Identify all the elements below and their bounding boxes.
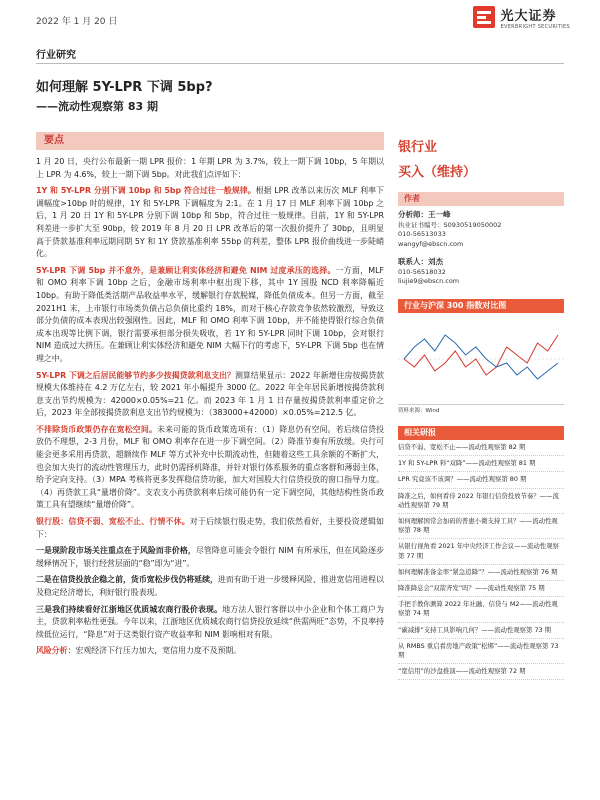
- contact-tel: 010-56518032: [398, 267, 446, 276]
- related-report-item[interactable]: “碳减排”支持工具影响几何？——流动性观察第 73 期: [398, 623, 564, 639]
- chart-heading: 行业与沪深 300 指数对比图: [398, 299, 564, 313]
- related-report-item[interactable]: 手把手教你测算 2022 年社融、信贷与 M2——流动性观察第 74 期: [398, 597, 564, 622]
- author-heading: 作者: [398, 192, 564, 206]
- logo-mark-icon: [471, 4, 497, 30]
- index-chart: [398, 313, 564, 405]
- chart-source: 资料来源：Wind: [398, 407, 440, 414]
- side-column: [398, 132, 564, 680]
- industry-name: 银行业: [398, 140, 438, 155]
- analyst-name: 分析师：王一峰: [398, 210, 451, 219]
- related-reports-list: [398, 440, 564, 680]
- contact-email[interactable]: liujie9@ebscn.com: [398, 277, 460, 285]
- section-label: 行业研究: [36, 50, 76, 61]
- author-info: [398, 210, 564, 287]
- analyst-email[interactable]: wangyf@ebscn.com: [398, 239, 464, 248]
- related-report-item[interactable]: 降准降息会“双箭齐发”吗？——流动性观察第 75 期: [398, 581, 564, 597]
- summary-heading: 要点: [36, 132, 384, 150]
- page-title: 如何理解 5Y-LPR 下调 5bp?: [36, 80, 213, 95]
- contact-name: 联系人：刘杰: [398, 257, 443, 266]
- summary-column: [36, 132, 384, 662]
- analyst-cert: 执业证书编号：S0930519050002: [398, 220, 502, 229]
- summary-point-4: 不排除货币政策仍存在宽松空间。未来可能的货币政策选项有：（1）降息仍有空间。若后续信贷投放仍不理想，2-3 月份，MLF 和 OMO 利率存在进一步下调空间。（2）降准节奏有所放缓。央行可能会更多采用再贷款、超额续作 MLF 等方式补充中长期流动性，但随着这些工具余额的不断扩大，也会加大央行的流动性管理压力，此时仍需择机降准，并针对银行体系服务的重点客群和薄弱主体，给予定向支持。（3）MPA 考核将更多发挥稳信贷功能，加大对国股大行信贷投放的窗口指导力度。（4）再贷款工具“量增价降”。支农支小再贷款利率后续可能仍有一定下调空间，其他结构性货币政策工具有望继续“量增价降”。: [36, 424, 384, 510]
- related-report-item[interactable]: 如何理解国常会加码的普惠小微支持工具？——流动性观察第 78 期: [398, 514, 564, 539]
- summary-point-3: 5Y-LPR 下调之后居民能够节约多少按揭贷款利息支出？测算结果显示：2022 年新增住房按揭贷款规模大体维持在 4.2 万亿左右，较 2021 年小幅提升 3000 亿。2022 年全年居民新增按揭贷款利息支出节约规模为：42000×0.05%=21 亿。而 2023 年 1 月 1 日存量按揭贷款利率重定价之后，2023 年全部按揭贷款利息支出节约规模为：（383000+42000）×0.05%=212.5 亿。: [36, 370, 384, 418]
- index-chart-svg: [398, 313, 564, 405]
- page-subtitle: ——流动性观察第 83 期: [36, 100, 158, 113]
- company-logo: [471, 4, 570, 30]
- summary-point-5: 银行股：信贷不弱、宽松不止、行情不休。对于后续银行股走势，我们依然看好，主要投资逻辑如下：: [36, 517, 384, 539]
- summary-point-2: 5Y-LPR 下调 5bp 并不意外，是兼顾让利实体经济和避免 NIM 过度承压的选择。一方面，MLF 和 OMO 利率下调 10bp 之后，金融市场利率中枢出现下移，其中 1Y 国股 NCD 利率降幅近 10bp。有助于降低类活期产品收益率水平，缓解银行存款脱媒，降低负债成本。但另一方面，截至 2021H1 末，上市银行市场类负债占总负债比重约 18%，而对于核心存款竞争依然较激烈，导致这部分负债的成本表现出较强刚性。因此，MLF 和 OMO 利率下调 10bp，并不能使得银行综合负债成本出现等比例下调，银行需要承担部分损失吸收，若 1Y 和 5Y-LPR 同时下调 10bp，会对银行 NIM 造成过大挤压。在兼顾让利实体经济和避免 NIM 大幅下行的考虑下，5Y-LPR 下调 5bp 也在情理之中。: [36, 265, 385, 363]
- related-report-item[interactable]: 从 RMBS 重启看房地产政策“松绑”——流动性观察第 73 期: [398, 639, 564, 664]
- analyst-tel: 010-56513033: [398, 230, 446, 238]
- related-report-item[interactable]: 降准之后，如何看待 2022 年银行信贷投放节奏？——流动性观察第 79 期: [398, 489, 564, 514]
- logo-name-en: EVERBRIGHT SECURITIES: [500, 23, 570, 30]
- report-date: 2022 年 1 月 20 日: [36, 17, 118, 27]
- summary-point-8: 三是我们持续看好江浙地区优质城农商行股价表现。地方法人银行客群以中小企业和个体工商户为主，贷款利率粘性更强。今年以来，江浙地区优质城农商行信贷投放延续“供需两旺”态势，不良率持续低位运行，“降息”对于这类银行资产收益率和 NIM 影响相对有限。: [36, 604, 384, 639]
- rating: 买入（维持）: [398, 165, 477, 180]
- related-report-item[interactable]: LPR 究竟该不该调？——流动性观察第 80 期: [398, 472, 564, 488]
- divider: [36, 63, 564, 64]
- summary-point-1: 1Y 和 5Y-LPR 分别下调 10bp 和 5bp 符合过往一般规律。根据 LPR 改革以来历次 MLF 利率下调幅度>10bp 时的规律，1Y 和 5Y-LPR 下调幅度为 2:1。在 1 月 17 日 MLF 利率下调 10bp 之后，1 月 20 日 1Y 和 5Y-LPR 分别下调 10bp 和 5bp，符合过往一般规律。目前，1Y 和 5Y-LPR 利差进一步扩大至 90bp，较 2019 年 8 月 20 日 LPR 改革后的第一次报价提升了 30bp，且明显高于贷款基准利率远期同期 5Y 和 1Y 贷款基准利率 55bp 的利差，整体 LPR 报价曲线进一步陡峭化。: [36, 186, 384, 259]
- summary-point-7: 二是在信贷投放企稳之前，货币宽松步伐仍将延续，进而有助于进一步缓释风险、推进宽信用进程以及稳定经济增长，利好银行股表现。: [36, 575, 384, 597]
- summary-intro: 1 月 20 日，央行公布最新一期 LPR 报价：1 年期 LPR 为 3.7%，较上一期下调 10bp，5 年期以上 LPR 为 4.6%，较上一期下调 5bp。对此我们点评如下：: [36, 157, 384, 179]
- related-report-item[interactable]: “宽信用”的沙盘推演——流动性观察第 72 期: [398, 664, 564, 680]
- summary-point-6: 一是现阶段市场关注重点在于风险而非价格，尽管降息可能会令银行 NIM 有所承压，但在风险逐步缓释情况下，银行经营层面的“稳”即为“进”。: [36, 546, 384, 568]
- risk-analysis: 风险分析：宏观经济下行压力加大，宽信用力度不及预期。: [36, 646, 242, 656]
- related-report-item[interactable]: 如何理解准备金率“紧急追降”？——流动性观察第 76 期: [398, 565, 564, 581]
- related-report-item[interactable]: 信贷不弱、宽松不止——流动性观察第 82 期: [398, 440, 564, 456]
- chart-series-line-1: [404, 335, 558, 375]
- research-heading: 相关研报: [398, 426, 564, 440]
- logo-name-cn: 光大证券: [500, 8, 557, 24]
- related-report-item[interactable]: 从银行视角看 2021 年中央经济工作会议——流动性观察第 77 期: [398, 539, 564, 564]
- related-report-item[interactable]: 1Y 和 5Y-LPR 料“双降”——流动性观察第 81 期: [398, 456, 564, 472]
- chart-series-line-2: [404, 335, 558, 379]
